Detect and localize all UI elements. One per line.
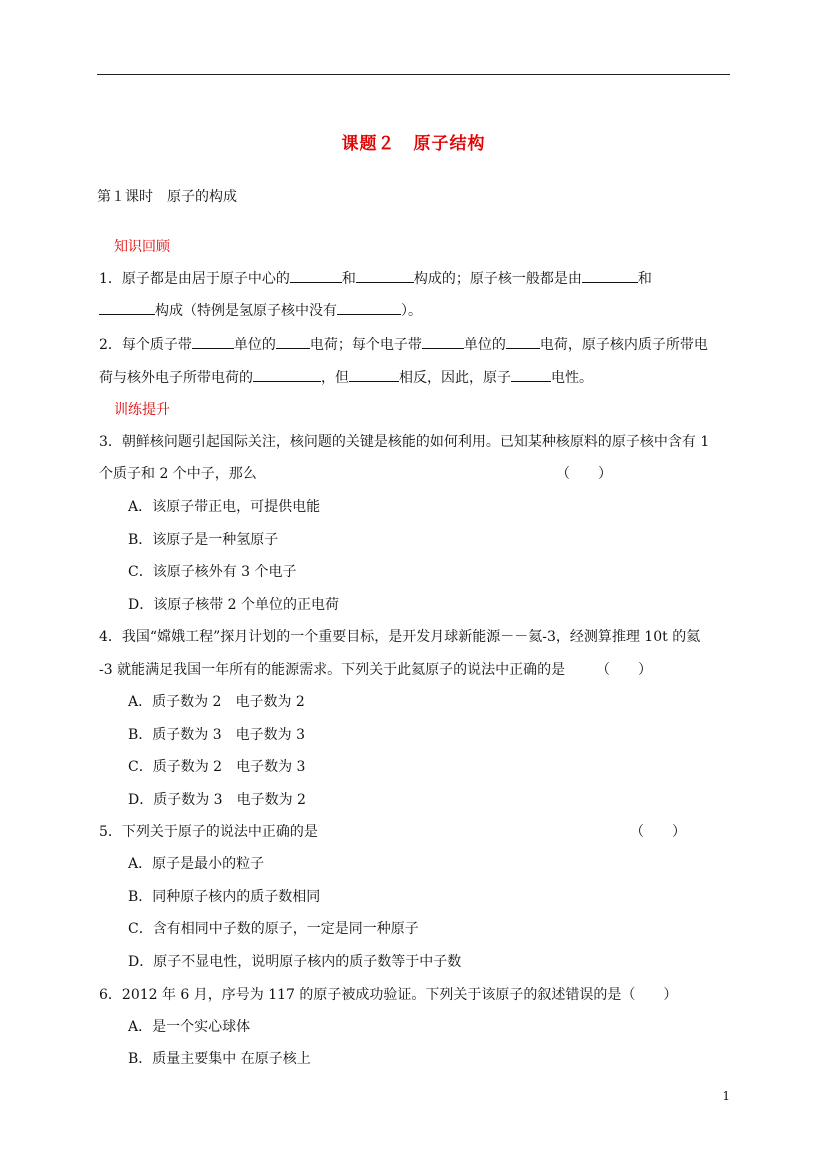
question-4-line-2: -3 就能满足我国一年所有的能源需求。下列关于此氦原子的说法中正确的是 [99,662,566,678]
option-a[interactable]: A．是一个实心球体 [128,1019,251,1035]
blank[interactable] [511,380,551,382]
blank[interactable] [290,281,342,283]
blank[interactable] [349,380,399,382]
question-6-line-1: 6．2012 年 6 月，序号为 117 的原子被成功验证。下列关于该原子的叙述错误的是（ ） [99,987,678,1003]
question-3-line-2: 个质子和 2 个中子，那么 [99,466,257,482]
option-d[interactable]: D．该原子核带 2 个单位的正电荷 [128,597,340,613]
answer-paren[interactable]: （ ） [630,824,686,840]
blank[interactable] [356,281,414,283]
option-b[interactable]: B．质子数为 3 电子数为 3 [128,727,306,743]
answer-paren[interactable]: （ ） [556,466,612,482]
blank[interactable] [253,380,321,382]
answer-paren[interactable]: （ ） [596,662,652,678]
question-5-line-1: 5．下列关于原子的说法中正确的是 [99,824,318,840]
question-2-line-2: 荷与核外电子所带电荷的 ，但 相反，因此，原子 电性。 [99,370,593,386]
option-b[interactable]: B．质量主要集中 在原子核上 [128,1051,311,1067]
page-number: 1 [722,1089,730,1103]
blank[interactable] [99,313,155,315]
option-a[interactable]: A．原子是最小的粒子 [128,856,265,872]
question-4-line-1: 4．我国“嫦娥工程”探月计划的一个重要目标，是开发月球新能源－－氦-3，经测算推理 10t 的氦 [99,629,701,645]
option-d[interactable]: D．质子数为 3 电子数为 2 [128,792,306,808]
blank[interactable] [582,281,638,283]
option-a[interactable]: A．质子数为 2 电子数为 2 [128,694,305,710]
option-c[interactable]: C．质子数为 2 电子数为 3 [128,759,306,775]
blank[interactable] [337,313,401,315]
question-1-line-2: 构成（特例是氢原子核中没有 ）。 [99,300,422,320]
section-training: 训练提升 [114,402,170,418]
blank[interactable] [422,347,464,349]
header-rule [97,74,730,75]
option-c[interactable]: C．该原子核外有 3 个电子 [128,564,297,580]
option-b[interactable]: B．该原子是一种氢原子 [128,532,279,548]
blank[interactable] [276,347,310,349]
option-d[interactable]: D．原子不显电性，说明原子核内的质子数等于中子数 [128,954,462,970]
question-3-line-1: 3．朝鲜核问题引起国际关注，核问题的关键是核能的如何利用。已知某种核原料的原子核中含有 1 [99,434,710,450]
question-1-line-1: 1．原子都是由居于原子中心的 和 构成的；原子核一般都是由 和 [99,271,652,287]
option-c[interactable]: C．含有相同中子数的原子，一定是同一种原子 [128,921,419,937]
option-a[interactable]: A．该原子带正电，可提供电能 [128,499,321,515]
section-review: 知识回顾 [114,239,170,255]
question-2-line-1: 2．每个质子带 单位的 电荷；每个电子带 单位的 电荷，原子核内质子所带电 [99,337,708,353]
blank[interactable] [506,347,540,349]
lesson-heading: 第１课时 原子的构成 [97,189,237,205]
page-title: 课题２ 原子结构 [341,134,486,154]
option-b[interactable]: B．同种原子核内的质子数相同 [128,889,321,905]
blank[interactable] [192,347,234,349]
